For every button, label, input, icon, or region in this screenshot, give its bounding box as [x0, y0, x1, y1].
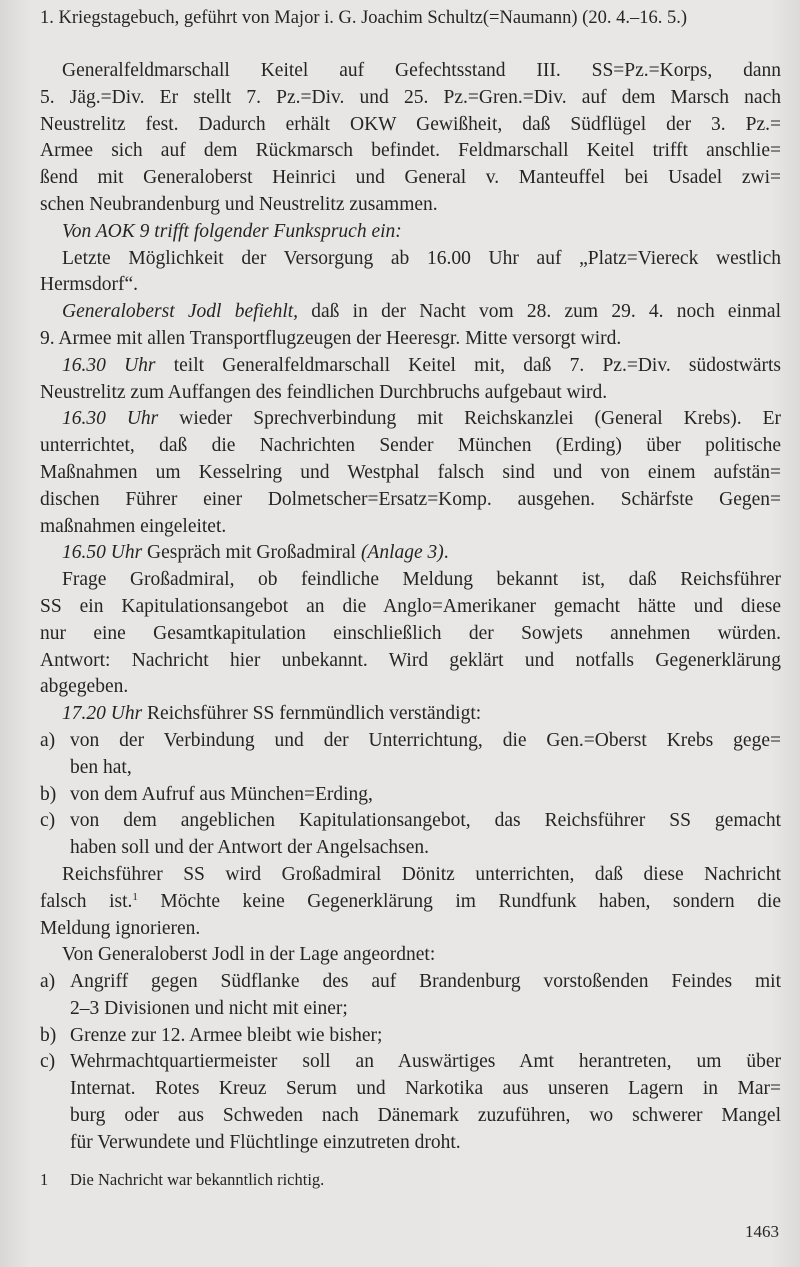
- line-text: [40, 138, 781, 165]
- line-text: [40, 460, 781, 487]
- line-text: [70, 728, 781, 755]
- line-text: [40, 112, 781, 139]
- text-line: [40, 380, 781, 407]
- italic-text: Von AOK 9 trifft folgender Funkspruch ein:: [62, 220, 402, 242]
- text-line: [40, 192, 781, 219]
- text-segment: von dem angeblichen Kapitulationsangebot, das Reichsführer SS gemacht: [70, 810, 781, 832]
- text-segment: SS ein Kapitulationsangebot an die Anglo=Amerikaner gemacht hätte und diese: [40, 595, 781, 617]
- text-line: [40, 487, 781, 514]
- text-line: [40, 460, 781, 487]
- text-segment: unterrichtet, daß die Nachrichten Sender München (Erding) über politische: [40, 435, 781, 457]
- text-line: [40, 514, 781, 541]
- text-segment: burg oder aus Schweden nach Dänemark zuzuführen, wo schwerer Mangel: [70, 1105, 781, 1127]
- text-segment: dischen Führer einer Dolmetscher=Ersatz=Komp. ausgehen. Schärfste Gegen=: [40, 488, 781, 510]
- text-line: [40, 701, 781, 728]
- line-text: [62, 701, 781, 728]
- text-line: [40, 1130, 781, 1157]
- text-segment: Meldung ignorieren.: [40, 917, 201, 939]
- text-line: [40, 755, 781, 782]
- text-segment: Generalfeldmarschall Keitel auf Gefechtsstand III. SS=Pz.=Korps, dann: [62, 60, 781, 81]
- line-text: [40, 380, 781, 407]
- text-line: [40, 1076, 781, 1103]
- text-line: [40, 219, 781, 246]
- text-line: [40, 916, 781, 943]
- text-line: [40, 648, 781, 675]
- footnote: [40, 1168, 324, 1192]
- text-line: [40, 674, 781, 701]
- italic-text: 16.50 Uhr: [62, 542, 143, 564]
- text-line: [40, 165, 781, 192]
- footnote-number: 1: [40, 1170, 49, 1189]
- line-text: [70, 996, 781, 1023]
- text-line: [40, 299, 781, 326]
- text-segment: Frage Großadmiral, ob feindliche Meldung bekannt ist, daß Reichsführer: [62, 569, 781, 591]
- italic-text: (Anlage 3): [360, 542, 444, 564]
- line-text: [62, 406, 781, 433]
- running-header: 1. Kriegstagebuch, geführt von Major i. G. Joachim Schultz(=Naumann) (20. 4.–16. 5.): [40, 8, 687, 28]
- text-segment: 2–3 Divisionen und nicht mit einer;: [70, 997, 348, 1019]
- text-segment: Antwort: Nachricht hier unbekannt. Wird geklärt und notfalls Gegenerklärung: [40, 649, 781, 671]
- text-segment: maßnahmen eingeleitet.: [40, 515, 227, 537]
- text-segment: Gespräch mit Großadmiral: [142, 542, 361, 564]
- line-text: [62, 219, 781, 246]
- line-text: [70, 1049, 781, 1076]
- line-text: [40, 648, 781, 675]
- text-line: [40, 862, 781, 889]
- text-line: [40, 353, 781, 380]
- line-text: [40, 674, 781, 701]
- text-segment: abgegeben.: [40, 676, 129, 698]
- text-line: [40, 808, 781, 835]
- text-segment: falsch ist.: [40, 890, 133, 912]
- text-line: [40, 835, 781, 862]
- text-segment: Von Generaloberst Jodl in der Lage angeordnet:: [62, 944, 436, 966]
- page-number: 1463: [745, 1222, 779, 1241]
- text-segment: Grenze zur 12. Armee bleibt wie bisher;: [70, 1024, 383, 1046]
- list-label: c): [40, 810, 56, 832]
- text-segment: 9. Armee mit allen Transportflugzeugen der Heeresgr. Mitte versorgt wird.: [40, 327, 622, 349]
- text-line: [40, 728, 781, 755]
- text-line: [40, 326, 781, 353]
- text-line: [40, 85, 781, 112]
- line-text: [40, 433, 781, 460]
- text-line: [40, 996, 781, 1023]
- text-segment: Wehrmachtquartiermeister soll an Auswärtiges Amt herantreten, um über: [70, 1051, 781, 1073]
- list-label: b): [40, 783, 57, 805]
- text-line: [40, 969, 781, 996]
- text-segment: daß in der Nacht vom 28. zum 29. 4. noch einmal: [298, 301, 781, 323]
- text-segment: von dem Aufruf aus München=Erding,: [70, 783, 373, 805]
- line-text: [40, 889, 781, 916]
- line-text: [40, 621, 781, 648]
- list-label: b): [40, 1024, 57, 1046]
- text-segment: von der Verbindung und der Unterrichtung, die Gen.=Oberst Krebs gege=: [70, 729, 781, 751]
- text-segment: für Verwundete und Flüchtlinge einzutreten droht.: [70, 1131, 461, 1153]
- text-segment: Hermsdorf“.: [40, 274, 139, 296]
- line-text: [70, 969, 781, 996]
- line-text: [70, 1103, 781, 1130]
- text-line: [40, 540, 781, 567]
- text-segment: schen Neubrandenburg und Neustrelitz zusammen.: [40, 193, 438, 215]
- italic-text: Generaloberst Jodl befiehlt,: [62, 301, 299, 323]
- text-line: [40, 406, 781, 433]
- line-text: [62, 567, 781, 594]
- line-text: [40, 272, 781, 299]
- line-text: [40, 326, 781, 353]
- line-text: [70, 1076, 781, 1103]
- list-label: c): [40, 1051, 56, 1073]
- text-line: [40, 594, 781, 621]
- line-text: [62, 942, 781, 969]
- text-segment: 5. Jäg.=Div. Er stellt 7. Pz.=Div. und 25. Pz.=Gren.=Div. auf dem Marsch nach: [40, 86, 781, 108]
- text-segment: Internat. Rotes Kreuz Serum und Narkotika aus unseren Lagern in Mar=: [70, 1078, 781, 1100]
- text-line: [40, 246, 781, 273]
- line-text: [62, 540, 781, 567]
- line-text: [70, 808, 781, 835]
- text-segment: Letzte Möglichkeit der Versorgung ab 16.00 Uhr auf „Platz=Viereck westlich: [62, 247, 781, 269]
- line-text: [40, 192, 781, 219]
- text-segment: nur eine Gesamtkapitulation einschließlich der Sowjets annehmen würden.: [40, 622, 781, 644]
- line-text: [70, 1130, 781, 1157]
- text-line: [40, 942, 781, 969]
- line-text: [40, 594, 781, 621]
- line-text: [70, 782, 781, 809]
- text-segment: Angriff gegen Südflanke des auf Brandenburg vorstoßenden Feindes mit: [70, 971, 781, 993]
- text-line: [40, 1049, 781, 1076]
- text-segment: Reichsführer SS fernmündlich verständigt:: [142, 703, 482, 725]
- text-segment: Maßnahmen um Kesselring und Westphal falsch sind und von einem aufstän=: [40, 461, 781, 483]
- text-line: [40, 567, 781, 594]
- text-line: [40, 272, 781, 299]
- italic-text: 16.30 Uhr: [62, 354, 156, 376]
- text-segment: Armee sich auf dem Rückmarsch befindet. Feldmarschall Keitel trifft anschlie=: [40, 140, 781, 162]
- text-line: [40, 782, 781, 809]
- line-text: [62, 862, 781, 889]
- text-segment: haben soll und der Antwort der Angelsachsen.: [70, 837, 430, 859]
- line-text: [62, 353, 781, 380]
- line-text: [40, 487, 781, 514]
- text-segment: Neustrelitz fest. Dadurch erhält OKW Gewißheit, daß Südflügel der 3. Pz.=: [40, 113, 781, 135]
- line-text: [40, 85, 781, 112]
- text-segment: wieder Sprechverbindung mit Reichskanzlei (General Krebs). Er: [158, 408, 781, 430]
- text-line: [40, 433, 781, 460]
- line-text: [40, 165, 781, 192]
- text-line: [40, 138, 781, 165]
- footnote-text: Die Nachricht war bekanntlich richtig.: [70, 1170, 325, 1189]
- text-segment: .: [443, 542, 449, 564]
- text-segment: ben hat,: [70, 756, 132, 778]
- line-text: [70, 1023, 781, 1050]
- text-segment: Reichsführer SS wird Großadmiral Dönitz unterrichten, daß diese Nachricht: [62, 863, 781, 885]
- text-line: [40, 621, 781, 648]
- text-line: [40, 112, 781, 139]
- text-segment: Möchte keine Gegenerklärung im Rundfunk haben, sondern die: [137, 890, 781, 912]
- line-text: [70, 835, 781, 862]
- text-line: [40, 1023, 781, 1050]
- text-line: [40, 58, 781, 85]
- footnote-reference: 1: [132, 890, 138, 903]
- italic-text: 17.20 Uhr: [62, 703, 143, 725]
- line-text: [40, 916, 781, 943]
- line-text: [62, 299, 781, 326]
- list-label: a): [40, 971, 56, 993]
- line-text: [62, 246, 781, 273]
- italic-text: 16.30 Uhr: [62, 408, 159, 430]
- text-line: [40, 889, 781, 916]
- text-segment: teilt Generalfeldmarschall Keitel mit, daß 7. Pz.=Div. südostwärts: [155, 354, 781, 376]
- text-line: [40, 1103, 781, 1130]
- line-text: [70, 755, 781, 782]
- line-text: [40, 514, 781, 541]
- line-text: [62, 58, 781, 85]
- document-body: [40, 58, 781, 1157]
- text-segment: ßend mit Generaloberst Heinrici und General v. Manteuffel bei Usadel zwi=: [40, 167, 781, 189]
- text-segment: Neustrelitz zum Auffangen des feindlichen Durchbruchs aufgebaut wird.: [40, 381, 608, 403]
- list-label: a): [40, 729, 56, 751]
